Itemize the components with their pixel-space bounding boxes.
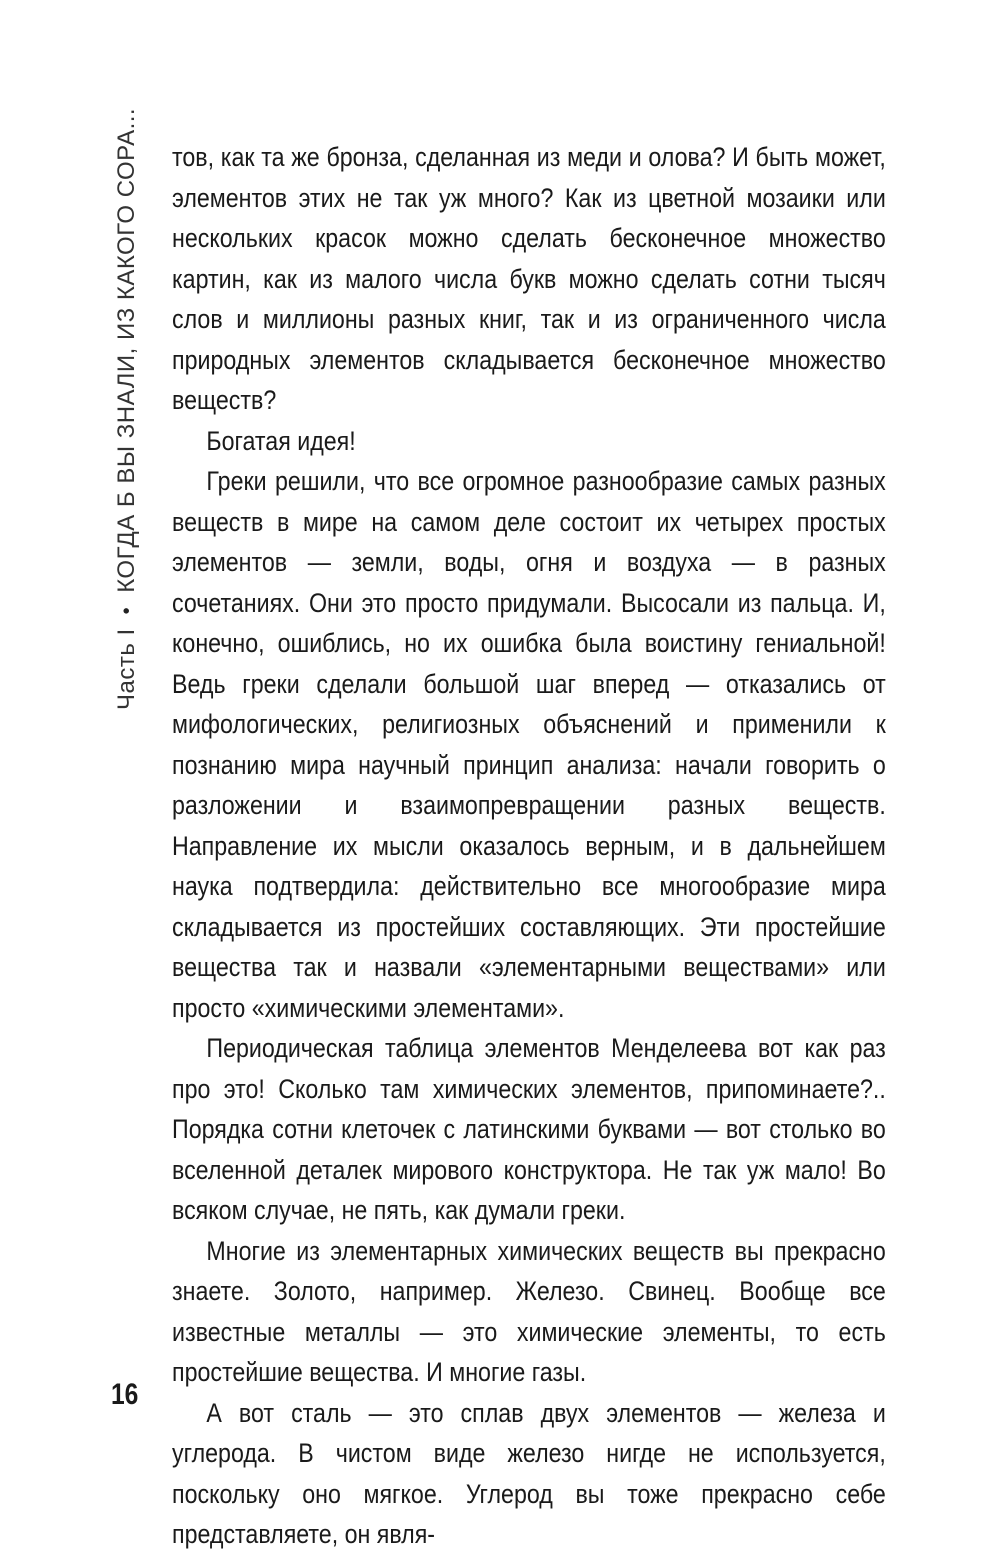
running-header [112,107,142,710]
body-text [172,137,886,1555]
paragraph: Богатая идея! [206,425,356,456]
paragraph: тов, как та же бронза, сделанная из меди и олова? И быть может, элементов этих не так уж много? Как из цветной мозаики или нескольких красок можно сделать бесконечное множество картин, как из малого числа букв можно сделать сотни тысяч слов и миллионы разных книг, так и из ограниченного числа природных элементов складывается бесконечное множество веществ? [172,142,886,415]
running-header-part: Часть I [113,628,140,710]
paragraph: А вот сталь — это сплав двух элементов — железа и углерода. В чистом виде железо нигде не используется, поскольку оно мягкое. Углерод вы тоже прекрасно себе представляете, он явля- [172,1397,886,1549]
paragraph: Периодическая таблица элементов Менделеева вот как раз про это! Сколько там химических элементов, припоминаете?.. Порядка сотни клеточек с латинскими буквами — вот столько во вселенной деталек мирового конструктора. Не так уж мало! Во всяком случае, не пять, как думали греки. [172,1033,886,1225]
paragraph: Греки решили, что все огромное разнообразие самых разных веществ в мире на самом деле состоит их четырех простых элементов — земли, воды, огня и воздуха — в разных сочетаниях. Они это просто придумали. Высосали из пальца. И, конечно, ошиблись, но их ошибка была воистину гениальной! Ведь греки сделали большой шаг вперед — отказались от мифологических, религиозных объяснений и применили к познанию мира научный принцип анализа: начали говорить о разложении и взаимопревращении разных веществ. Направление их мысли оказалось верным, и в дальнейшем наука подтвердила: действительно все многообразие мира складывается из простейших составляющих. Эти простейшие вещества так и назвали «элементарными веществами» или просто «химическими элементами». [172,466,886,1023]
paragraph: Многие из элементарных химических веществ вы прекрасно знаете. Золото, например. Железо. Свинец. Вообще все известные металлы — это химические элементы, то есть простейшие вещества. И многие газы. [172,1235,886,1387]
bullet-separator: • [116,606,138,615]
page-number: 16 [111,1378,139,1411]
running-header-title: КОГДА Б ВЫ ЗНАЛИ, ИЗ КАКОГО СОРА... [113,107,140,593]
